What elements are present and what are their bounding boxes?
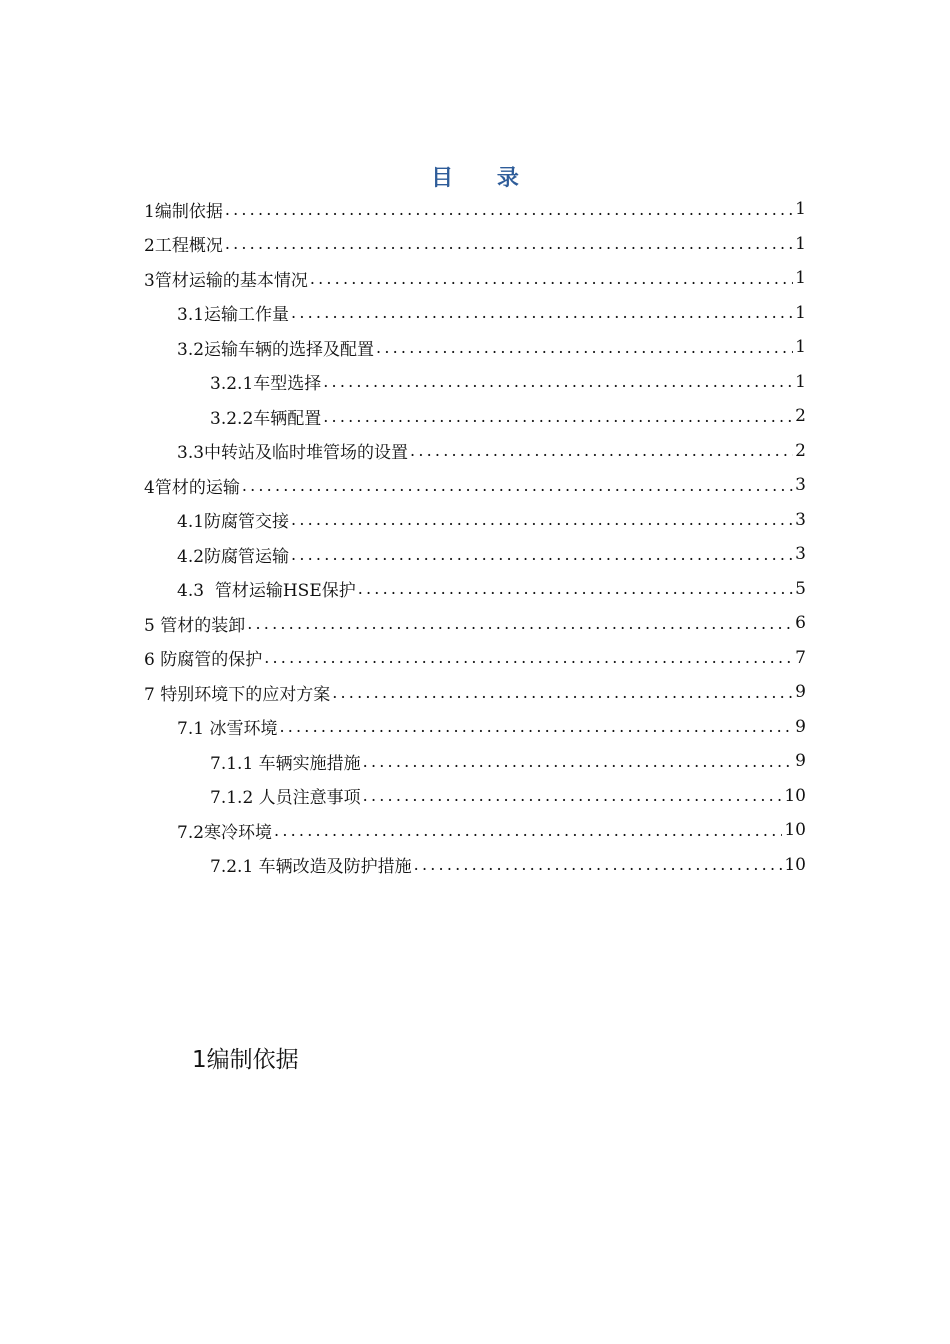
toc-entry-label: 4管材的运输 [144, 477, 240, 498]
toc-entry-page: 2 [795, 406, 806, 427]
toc-leader-dots [247, 614, 793, 633]
toc-leader-dots [323, 372, 793, 391]
toc-entry-page: 5 [795, 578, 806, 599]
toc-entry-label: 4.1防腐管交接 [177, 512, 290, 533]
toc-leader-dots [363, 786, 783, 805]
toc-leader-dots [274, 821, 782, 840]
toc-entry[interactable] [144, 675, 806, 710]
toc-entry-page: 9 [795, 682, 806, 703]
toc-leader-dots [279, 717, 793, 736]
toc-entry-page: 7 [795, 647, 806, 668]
toc-entry[interactable] [144, 503, 806, 538]
toc-entry-label: 7.1.1 车辆实施措施 [210, 753, 361, 774]
toc-title: 目 录 [431, 165, 537, 191]
toc-entry[interactable] [144, 434, 806, 469]
toc-entry-page: 1 [795, 371, 806, 392]
toc-leader-dots [376, 338, 793, 357]
toc-entry-label: 1编制依据 [144, 201, 223, 222]
toc-entry-label: 4.3 管材运输HSE保护 [177, 581, 356, 602]
toc-entry-page: 1 [795, 199, 806, 220]
toc-entry-page: 10 [784, 854, 806, 875]
toc-entry-label: 4.2防腐管运输 [177, 546, 290, 567]
toc-leader-dots [242, 476, 793, 495]
toc-leader-dots [291, 303, 793, 322]
toc-entry[interactable] [144, 572, 806, 607]
toc-entry-label: 3管材运输的基本情况 [144, 270, 308, 291]
toc-leader-dots [323, 407, 793, 426]
toc-entry[interactable] [144, 710, 806, 745]
toc-entry[interactable] [144, 192, 806, 227]
toc-leader-dots [291, 545, 793, 564]
toc-entry-label: 3.1运输工作量 [177, 305, 290, 326]
toc-entry-label: 3.2运输车辆的选择及配置 [177, 339, 375, 360]
toc-entry[interactable] [144, 641, 806, 676]
toc-entry-label: 2工程概况 [144, 236, 223, 257]
section-heading: 1编制依据 [192, 1047, 299, 1073]
toc-entry-page: 1 [795, 302, 806, 323]
toc-entry[interactable] [144, 399, 806, 434]
toc-leader-dots [363, 752, 794, 771]
toc-entry-page: 9 [795, 716, 806, 737]
toc-leader-dots [414, 855, 783, 874]
toc-entry[interactable] [144, 261, 806, 296]
table-of-contents [144, 192, 806, 882]
toc-entry[interactable] [144, 365, 806, 400]
toc-entry[interactable] [144, 813, 806, 848]
toc-entry[interactable] [144, 848, 806, 883]
toc-entry[interactable] [144, 296, 806, 331]
toc-entry-page: 1 [795, 268, 806, 289]
toc-leader-dots [332, 683, 793, 702]
toc-entry-label: 7.1.2 人员注意事项 [210, 788, 361, 809]
toc-entry[interactable] [144, 537, 806, 572]
toc-entry-label: 5 管材的装卸 [144, 615, 246, 636]
toc-entry-label: 7.2寒冷环境 [177, 822, 273, 843]
toc-entry-page: 10 [784, 820, 806, 841]
toc-entry-label: 7.2.1 车辆改造及防护措施 [210, 857, 412, 878]
toc-entry-label: 7.1 冰雪环境 [177, 719, 278, 740]
toc-leader-dots [358, 579, 793, 598]
toc-entry-page: 3 [795, 509, 806, 530]
toc-entry-label: 3.2.1车型选择 [210, 374, 322, 395]
toc-entry[interactable] [144, 227, 806, 262]
toc-leader-dots [291, 510, 793, 529]
toc-leader-dots [410, 441, 793, 460]
toc-entry-page: 1 [795, 337, 806, 358]
toc-entry-page: 6 [795, 613, 806, 634]
toc-entry[interactable] [144, 606, 806, 641]
toc-entry-page: 1 [795, 233, 806, 254]
toc-entry-label: 3.3中转站及临时堆管场的设置 [177, 443, 409, 464]
toc-entry-label: 7 特别环境下的应对方案 [144, 684, 331, 705]
toc-leader-dots [310, 269, 793, 288]
toc-entry[interactable] [144, 330, 806, 365]
toc-entry[interactable] [144, 779, 806, 814]
toc-entry-page: 2 [795, 440, 806, 461]
toc-leader-dots [225, 200, 793, 219]
toc-entry-label: 6 防腐管的保护 [144, 650, 263, 671]
toc-entry[interactable] [144, 468, 806, 503]
toc-leader-dots [264, 648, 793, 667]
toc-leader-dots [225, 234, 793, 253]
toc-entry-page: 3 [795, 544, 806, 565]
toc-entry-page: 10 [784, 785, 806, 806]
toc-entry-page: 3 [795, 475, 806, 496]
toc-entry-page: 9 [795, 751, 806, 772]
toc-entry-label: 3.2.2车辆配置 [210, 408, 322, 429]
toc-entry[interactable] [144, 744, 806, 779]
